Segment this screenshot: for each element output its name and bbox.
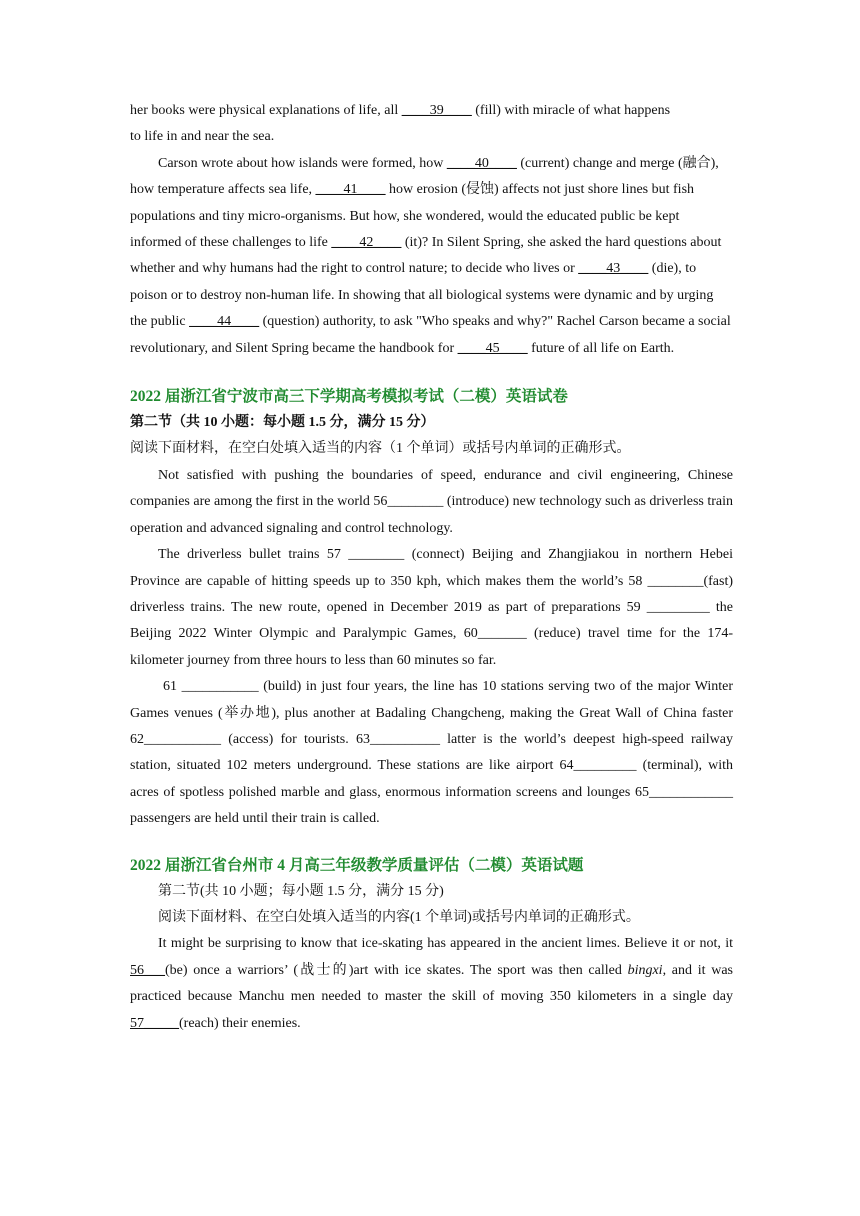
text-run: , and it was practiced because Manchu men needed to master the skill of moving 350 kilometers in a single day — [130, 962, 733, 1005]
text-run: (it)? In Silent Spring, she asked the hard questions about whether and why humans had the right to control nature; to decide who lives or — [130, 235, 722, 277]
section3-title: 2022 届浙江省台州市 4 月高三年级教学质量评估（二模）英语试题 — [130, 856, 584, 874]
blank-45: ____45____ — [457, 340, 528, 356]
text-run: how erosion (侵蚀) affects not just shore lines but fish populations and tiny micro-organisms. But how, she wondered, would the educated public be kept informed of these challenges to life — [130, 182, 695, 251]
passage1-line1 — [130, 98, 733, 124]
text-run: future of all life on Earth. — [527, 340, 675, 356]
section2-title: 2022 届浙江省宁波市高三下学期高考模拟考试（二模）英语试卷 — [130, 388, 568, 406]
document-page — [130, 98, 733, 1037]
section2-instruction: 阅读下面材料，在空白处填入适当的内容（1 个单词）或括号内单词的正确形式。 — [130, 441, 631, 457]
blank-56: 56___ — [130, 962, 165, 978]
section3-subtitle: 第二节(共 10 小题；每小题 1.5 分，满分 15 分) — [158, 883, 444, 899]
blank-42: ____42____ — [331, 235, 402, 251]
blank-44: ____44____ — [189, 314, 260, 330]
blank-43: ____43____ — [578, 261, 649, 277]
text-run: (current) change and merge (融合), how temperature affects sea life, — [130, 155, 719, 198]
text-run: It might be surprising to know that ice-skating has appeared in the ancient limes. Believe it or not, it — [158, 936, 733, 952]
blank-40: ____40____ — [446, 155, 517, 171]
text-run: (question) authority, to ask "Who speaks and why?" Rachel Carson became a social revolutionary, and Silent Spring became the handbook for — [130, 314, 731, 356]
section2-paragraph1: Not satisfied with pushing the boundaries of speed, endurance and civil engineering, Chinese companies are among the first in the world 56________ (introduce) new technology such as driverless train operation and advanced signaling and control technology. — [130, 467, 734, 536]
section2-paragraph2: The driverless bullet trains 57 ________ (connect) Beijing and Zhangjiakou in northern Hebei Province are capable of hitting speeds up to 350 kph, which makes them the world’s 58 ________(fast) driverless trains. The new route, opened in December 2019 as part of preparations 59 _________ the Beijing 2022 Winter Olympic and Paralympic Games, 60_______ (reduce) travel time for the 174-kilometer journey from three hours to less than 60 minutes so far. — [130, 547, 733, 668]
text-run: (reach) their enemies. — [179, 1015, 301, 1031]
blank-39: ____39____ — [401, 103, 472, 118]
section2-subtitle: 第二节（共 10 小题：每小题 1.5 分，满分 15 分） — [130, 415, 435, 431]
section3-instruction: 阅读下面材料、在空白处填入适当的内容(1 个单词)或括号内单词的正确形式。 — [158, 909, 640, 925]
text-run: (die), to poison or to destroy non-human life. In showing that all biological systems were dynamic and by urging the public — [130, 261, 714, 330]
text-run: (be) once a warriors’ (战士的)art with ice skates. The sport was then called — [165, 962, 628, 978]
passage1-paragraph2 — [130, 151, 733, 362]
text-run: Carson wrote about how islands were formed, how — [158, 155, 447, 171]
passage1-line2: to life in and near the sea. — [130, 129, 275, 145]
blank-41: ____41____ — [315, 182, 386, 198]
section2-paragraph3: 61 ___________ (build) in just four years, the line has 10 stations serving two of the major Winter Games venues (举办地), plus another at Badaling Changcheng, making the Great Wall of China faster 62___________ (access) for tourists. 63__________ latter is the world’s deepest high-speed railway station, situated 102 meters underground. These stations are like airport 64_________ (terminal), with acres of spotless polished marble and glass, enormous information screens and lounges 65____________ passengers are held until their train is called. — [130, 679, 733, 827]
text-run: her books were physical explanations of life, all — [130, 103, 402, 118]
section3-paragraph1 — [130, 931, 733, 1037]
text-run: (fill) with miracle of what happens — [471, 103, 671, 118]
italic-term: bingxi — [627, 962, 663, 978]
blank-57: 57_____ — [130, 1015, 179, 1031]
